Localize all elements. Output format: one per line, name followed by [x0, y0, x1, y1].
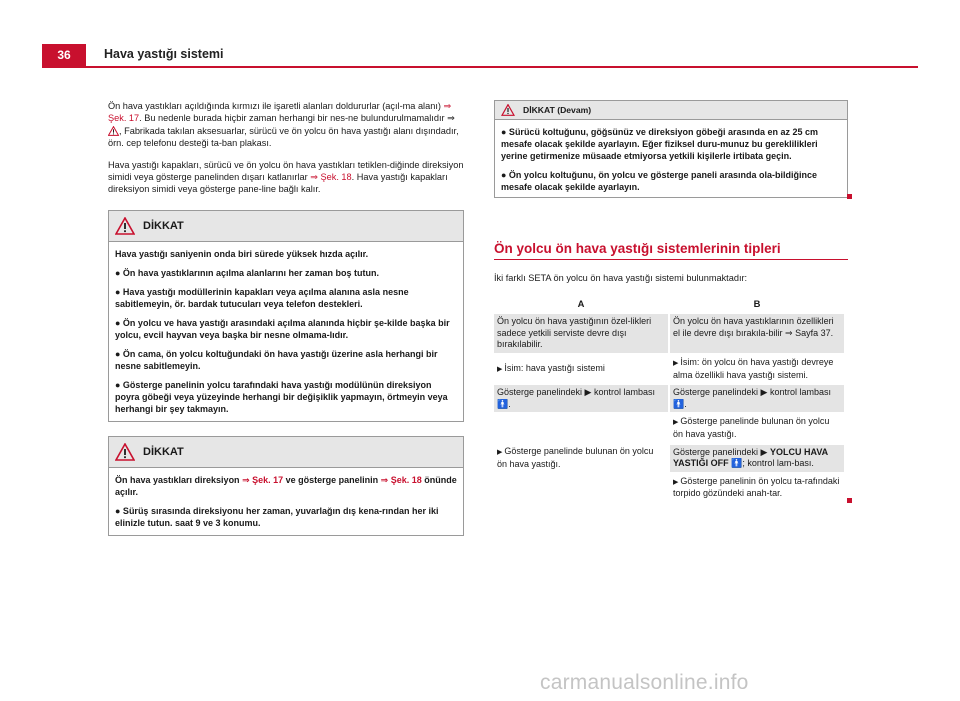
paragraph-inflation-area: Ön hava yastıkları açıldığında kırmızı ile işaretli alanları doldururlar (açıl-ma alanı) ⇒ Şek. 17. Bu nedenle burada hiçbir zaman herhangi bir nes-ne bulundurulmamalıdır ⇒ , Fabrikada takılan aksesuarlar, sürücü ve ön yolcu ön hava yastığı alanı dışındadır, örn. cep telefonu desteği ta-ban plakası. — [108, 101, 459, 149]
paragraph-airbag-covers: Hava yastığı kapakları, sürücü ve ön yolcu ön hava yastıkları tetiklen-diğinde direksiyon simidi veya gösterge panelinden dışarı katlanırlar ⇒ Şek. 18. Hava yastığı kapakları direksiyon simidi veya gösterge pane-line bağlı kalır. — [108, 159, 464, 195]
warning-body — [109, 242, 463, 421]
warning-title: DİKKAT (Devam) — [523, 105, 592, 115]
table-cell: ▶ Gösterge panelinin ön yolcu ta-rafındaki torpido gözündeki anah-tar. — [673, 475, 840, 499]
warning-box-2 — [108, 436, 464, 536]
table-cell: ▶ Gösterge panelinde bulunan ön yolcu ön hava yastığı. — [673, 416, 830, 439]
warning-item: ● Hava yastığı modüllerinin kapakları veya açılma alanına asla nesne sabitlemeyin, ör. bardak tutucuları veya telefon destekleri. — [115, 286, 409, 309]
table-header-row — [494, 295, 844, 313]
table-row — [494, 414, 844, 442]
arrow-icon: ▶ — [673, 419, 681, 427]
page37-link[interactable]: ⇒ Sayfa 37 — [785, 327, 831, 338]
fig17-link[interactable]: ⇒ Şek. 17 — [108, 101, 452, 124]
table-row — [494, 314, 844, 353]
warning-box-1 — [108, 210, 464, 422]
warning-title: DİKKAT — [143, 219, 184, 232]
section-title: Ön yolcu ön hava yastığı sistemlerinin tipleri — [494, 243, 848, 260]
watermark: carmanualsonline.info — [540, 671, 749, 694]
left-column — [108, 100, 464, 536]
warning-item: ● Ön yolcu ve hava yastığı arasındaki açılma alanında hiçbir şe-kilde başka bir yolcu, evcil hayvan veya başka bir nesne olmama-lıdır. — [115, 317, 450, 340]
arrow-icon: ▶ — [673, 360, 681, 367]
warning-title: DİKKAT — [143, 445, 184, 458]
table-cell: ▶ Gösterge panelinde bulunan ön yolcu ön hava yastığı. — [497, 446, 654, 469]
warning-lead: Ön hava yastıkları direksiyon ⇒ Şek. 17 ve gösterge panelinin ⇒ Şek. 18 önünde açılır. — [115, 474, 457, 497]
warning-item: ● Gösterge panelinin yolcu tarafındaki hava yastığı modülünün direksiyon poyra göbeği veya yüzeyinde herhangi bir değişiklik yapmayın, örtmeyin veya herhangi bir şey takmayın. — [115, 379, 448, 414]
table-cell: ▶ İsim: ön yolcu ön hava yastığı devreye alma özellikli hava yastığı sistemi. — [673, 357, 834, 380]
header-rule — [42, 66, 918, 68]
arrow-icon: ▶ — [497, 365, 505, 373]
warning-icon — [108, 126, 119, 136]
warning-icon — [501, 104, 515, 116]
column-header-a: A — [577, 297, 585, 309]
arrow-icon: ▶ — [673, 478, 681, 486]
warning-header — [109, 437, 463, 468]
table-cell: Ön yolcu ön hava yastıklarının özellikleri el ile devre dışı bırakıla-bilir ⇒ Sayfa 37. — [670, 314, 844, 353]
table-cell: Gösterge panelindeki ▶ kontrol lambası 🚹. — [670, 385, 844, 412]
fig18-link[interactable]: ⇒ Şek. 18 — [380, 474, 422, 485]
warning-header — [109, 211, 463, 242]
table-cell: Gösterge panelindeki ▶ YOLCU HAVA YASTIĞI OFF 🚹; kontrol lam-bası. — [670, 445, 844, 472]
fig18-link[interactable]: ⇒ Şek. 18 — [310, 172, 352, 183]
page-title: Hava yastığı sistemi — [104, 47, 224, 61]
table-row — [494, 385, 844, 412]
section-intro: İki farklı SETA ön yolcu ön hava yastığı sistemi bulunmaktadır: — [494, 273, 748, 284]
warning-item: ● Ön hava yastıklarının açılma alanlarını her zaman boş tutun. — [115, 267, 380, 278]
section-end-marker — [847, 194, 852, 199]
warning-item: ● Sürücü koltuğunu, göğsünüz ve direksiyon göbeği arasında en az 25 cm mesafe olacak şekilde ayarlayın. Eğer fiziksel duru-munuz bu gereklilikleri yerine getirmenize müsaade etmiyorsa yetkili kişilerle irtibata geçin. — [501, 127, 818, 162]
warning-box-continued — [494, 100, 848, 198]
warning-item: ● Ön yolcu koltuğunu, ön yolcu ve gösterge paneli arasında ola-bildiğince mesafe olacak şekilde ayarlayın. — [501, 170, 817, 193]
table-cell: Ön yolcu ön hava yastığının özel-likleri sadece yetkili serviste devre dışı bırakılabilir. — [494, 314, 668, 353]
warning-lead: Hava yastığı saniyenin onda biri sürede yüksek hızda açılır. — [115, 248, 369, 259]
warning-header — [495, 101, 847, 120]
table-cell: ▶ İsim: hava yastığı sistemi — [497, 362, 605, 373]
airbag-types-table — [492, 293, 846, 504]
warning-body — [495, 120, 847, 197]
right-column — [494, 100, 848, 506]
warning-icon — [115, 443, 135, 461]
table-row — [494, 355, 844, 383]
section-end-marker — [847, 498, 852, 503]
fig17-link[interactable]: ⇒ Şek. 17 — [242, 474, 284, 485]
warning-item: ● Ön cama, ön yolcu koltuğundaki ön hava yastığı üzerine asla herhangi bir nesne sabitlemeyin. — [115, 348, 438, 371]
page-number: 36 — [42, 44, 86, 66]
warning-body — [109, 468, 463, 535]
column-header-b: B — [753, 297, 761, 309]
warning-icon — [115, 217, 135, 235]
table-cell: Gösterge panelindeki ▶ kontrol lambası 🚹. — [494, 385, 668, 412]
warning-item: ● Sürüş sırasında direksiyonu her zaman, yuvarlağın dış kena-rından her iki elinizle tutun. saat 9 ve 3 konumu. — [115, 505, 439, 528]
arrow-icon: ▶ — [497, 449, 505, 457]
